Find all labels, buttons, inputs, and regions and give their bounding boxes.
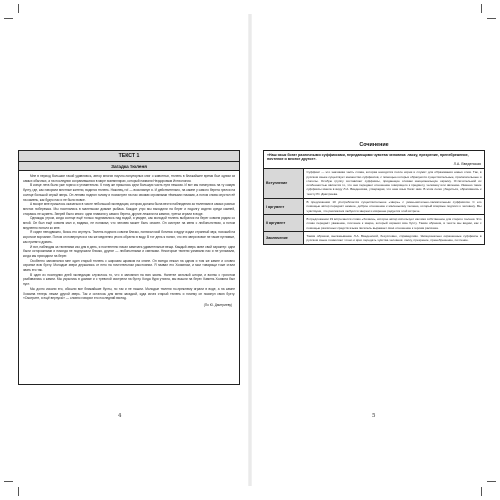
essay-row	[264, 215, 485, 232]
row-text: В предложении 10 употребляется существительное «зверь» с уменьшительно-ласкательным суффиксом. С его помощью автор передаёт нежное, доброе отношение к маленькому тюленю, который впервые подполз к человеку. Мы чувствуем, что рассказчик любуется зверем и искренне радуется этой встрече.	[304, 198, 485, 215]
essay-row	[264, 168, 485, 198]
text-body	[19, 171, 239, 307]
row-text: Таким образом, высказывание Л.А. Введенской, безусловно, справедливо. Эмоционально окрашенные суффиксы в русском языке позволяют точно и ярко передать чувства человека: ласку, презрение, пренебрежение, почтение.	[304, 232, 485, 245]
text-subtitle: Загадка тюленя	[19, 162, 239, 171]
text-title: ТЕКСТ 1	[19, 151, 239, 162]
essay-row	[264, 198, 485, 215]
essay-panel	[263, 140, 485, 385]
text-attribution: (По Ю. Дмитриеву)	[203, 302, 232, 307]
row-text: В предложении 19 встречается слово «Хозяин», которое автор использует как имя собственное для старого тюленя. Это слово передаёт уважение, почтение к зверю, который охранял всю бухту. Таким образом, в тексте мы видим, как с помощью различных средств языка писатель выражает своё отношение к героям рассказа.	[304, 215, 485, 232]
text-paragraph: Особенно запомнился мне один старый тюлень с широким шрамом на спине. Он всегда лежал на одном и том же камне и словно охранял всю бухту. Молодые звери держались от него на почтительном расстоянии. Я назвал его Хозяином, и мои товарищи тоже стали звать его так.	[23, 258, 235, 273]
row-label: I аргумент	[264, 198, 304, 215]
text-panel	[18, 150, 240, 385]
essay-quote	[263, 150, 485, 168]
text-paragraph: В конце лета было уже горячо и утомительно. К тому же пришлось идти большую часть пути пешком. И вот мы наткнулись на ту самую бухту, где, как говорили местные жители, водится тюлень. Наконец-то! — воскликнул я. И действительно, на камне у самого берега грелся на солнце большой серый зверь. Он лениво поднял голову и посмотрел на нас своими огромными тёмными глазами, а потом снова опустил её на камень, как будто нас и не было вовсе.	[23, 183, 235, 202]
text-paragraph: Мне в период большие такой удивляюсь, автор многих научно-популярных книг о животных, тюлень в ближайшее время был одним из самых обычных, а на последних сохранившихся в мире экземплярах, который назвали Нездоровым Ихтиологом.	[23, 174, 235, 183]
quote-text: «Наш язык богат различными суффиксами, передающими чувства человека: ласку, презрение, пренебрежение, почтение и многое другое».	[267, 152, 469, 162]
essay-row	[264, 232, 485, 245]
text-paragraph: Мы долго искали его, обошли все ближайшие бухты, но так и не нашли. Молодые тюлени по-прежнему играли в воде, а на камне Хозяина теперь лежал другой зверь. Так и осталось для меня загадкой, куда исчез старый тюлень и почему он покинул свою бухту. «Смотрите, я ещё вернусь!» — словно говорил его последний взгляд.	[23, 286, 235, 301]
row-text: Суффикс — это значимая часть слова, которая находится после корня и служит для образования новых слов. Так, в русском языке существует множество суффиксов, с помощью которых образуются существительные, прилагательные и глаголы. Особую группу составляют суффиксы, придающие словам эмоциональную окраску. Отличительной их особенностью является то, что они передают отношение говорящего к предмету, человеку или явлению. Именно такие суффиксы имела в виду Л.А. Введенская, утверждая, что наш язык богат ими. В этом легко убедиться, обратившись к тексту Ю. Дмитриева.	[304, 168, 485, 198]
page-number-right: 5	[372, 413, 376, 419]
text-paragraph: В один из последних дней экспедиции случилось то, что я запомнил на всю жизнь. Налетел сильный шторм, и волны с грохотом разбивались о камни. Мы укрылись в домике и с тревогой смотрели на бухту. Когда буря утихла, мы вышли на берег. Камень Хозяина был пуст.	[23, 272, 235, 287]
row-label: II аргумент	[264, 215, 304, 232]
row-label: Заключение	[264, 232, 304, 245]
text-paragraph: А вскоре мне пришлось оказаться в числе небольшой экспедиции, которая должна была вести наблюдения за тюленями в самых разных местах побережья. Мы поселились в маленьком домике рыбака. Каждое утро мы выходили на берег и подолгу сидели среди камней, стараясь не шуметь. Зверей было много: одни плавали у самого берега, другие лежали на камнях, третьи играли в воде.	[23, 202, 235, 216]
text-paragraph: Однажды утром, когда солнце ещё только поднималось над водой, я увидел, как молодой тюлень выбрался на берег совсем рядом со мной. Он был ещё совсем мал и, видимо, не понимал, что человек может быть опасен. Он смотрел на меня с любопытством, а потом медленно пополз ко мне.	[23, 216, 235, 230]
text-paragraph: И вот, наблюдая за тюленями изо дня в день, я постепенно начал замечать удивительные вещи. Каждый зверь имел свой характер: одни были осторожными и никогда не подпускали близко, другие — любопытными и смелыми. Некоторые тюлени узнавали нас и не уплывали, когда мы приходили на берег.	[23, 244, 235, 258]
essay-heading: Сочинение	[359, 142, 389, 148]
essay-table	[263, 168, 485, 245]
quote-author: Л.А. Введенская	[453, 161, 481, 166]
book-gutter	[248, 14, 252, 486]
text-paragraph: Я сидел неподвижно, боясь его спугнуть. Тюлень подполз совсем близко, понюхал мой ботинок и вдруг издал странный звук, похожий на короткое ворчание. Потом он повернулся и так же медленно уполз обратно в воду. В тот день я понял, что эти звери вовсе не такие пугливые, как принято думать.	[23, 230, 235, 244]
page-number-left: 4	[118, 413, 122, 419]
row-label: Вступление	[264, 168, 304, 198]
